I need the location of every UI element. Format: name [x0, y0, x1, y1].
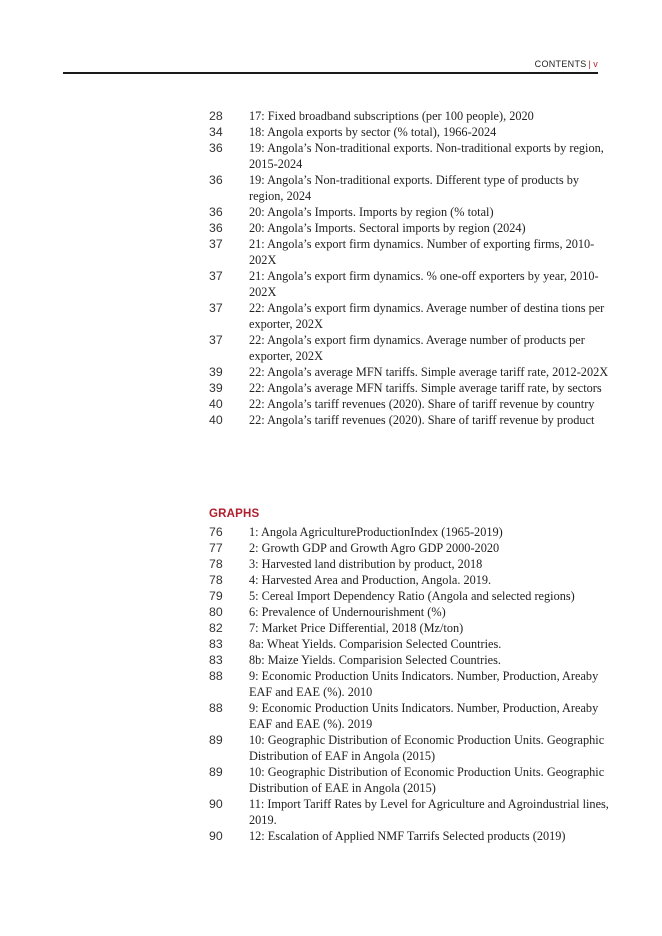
- toc-page-number: 39: [209, 381, 223, 395]
- toc-entry-title: 12: Escalation of Applied NMF Tarrifs Selected products (2019): [249, 829, 566, 843]
- toc-entry[interactable]: [209, 588, 609, 604]
- toc-entry-title: 5: Cereal Import Dependency Ratio (Angola and selected regions): [249, 589, 575, 603]
- toc-page-number: 37: [209, 269, 223, 283]
- toc-page-number: 40: [209, 413, 223, 427]
- toc-entry-title: 10: Geographic Distribution of Economic Production Units. Geographic Distribution of EAE in Angola (2015): [249, 765, 605, 795]
- toc-entry[interactable]: [209, 796, 609, 828]
- toc-entry-title: 8b: Maize Yields. Comparision Selected Countries.: [249, 653, 501, 667]
- toc-page-number: 37: [209, 301, 223, 315]
- toc-entry-title: 17: Fixed broadband subscriptions (per 100 people), 2020: [249, 109, 534, 123]
- toc-entry[interactable]: [209, 364, 609, 380]
- toc-entry[interactable]: [209, 652, 609, 668]
- toc-page-number: 88: [209, 669, 223, 683]
- toc-entry[interactable]: [209, 300, 609, 332]
- toc-entry[interactable]: [209, 124, 609, 140]
- header-label: [535, 59, 598, 69]
- toc-page-number: 77: [209, 541, 223, 555]
- toc-page-number: 83: [209, 637, 223, 651]
- toc-entry-title: 22: Angola’s average MFN tariffs. Simple average tariff rate, by sectors: [249, 381, 602, 395]
- toc-entry-title: 20: Angola’s Imports. Sectoral imports by region (2024): [249, 221, 526, 235]
- toc-entry[interactable]: [209, 620, 609, 636]
- toc-entry[interactable]: [209, 236, 609, 268]
- toc-entry[interactable]: [209, 540, 609, 556]
- toc-entry-title: 1: Angola AgricultureProductionIndex (1965-2019): [249, 525, 503, 539]
- toc-entry-title: 18: Angola exports by sector (% total), 1966-2024: [249, 125, 497, 139]
- toc-page-number: 76: [209, 525, 223, 539]
- running-header: [63, 59, 598, 74]
- toc-entry-title: 21: Angola’s export firm dynamics. % one-off exporters by year, 2010-202X: [249, 269, 599, 299]
- toc-entry-title: 11: Import Tariff Rates by Level for Agriculture and Agroindustrial lines, 2019.: [249, 797, 609, 827]
- toc-entry-title: 22: Angola’s tariff revenues (2020). Share of tariff revenue by product: [249, 413, 595, 427]
- toc-entry[interactable]: [209, 204, 609, 220]
- toc-entry[interactable]: [209, 700, 609, 732]
- header-section-title: CONTENTS: [534, 59, 587, 69]
- toc-entry-title: 22: Angola’s tariff revenues (2020). Share of tariff revenue by country: [249, 397, 595, 411]
- toc-entry[interactable]: [209, 412, 609, 428]
- toc-page-number: 78: [209, 557, 223, 571]
- toc-entry-title: 2: Growth GDP and Growth Agro GDP 2000-2020: [249, 541, 500, 555]
- toc-entry-title: 20: Angola’s Imports. Imports by region (% total): [249, 205, 494, 219]
- header-page-number: v: [593, 59, 598, 69]
- toc-entry[interactable]: [209, 732, 609, 764]
- toc-entry[interactable]: [209, 572, 609, 588]
- toc-entry[interactable]: [209, 220, 609, 236]
- toc-page-number: 34: [209, 125, 223, 139]
- toc-entry-title: 8a: Wheat Yields. Comparision Selected Countries.: [249, 637, 502, 651]
- toc-page-number: 78: [209, 573, 223, 587]
- toc-page-number: 36: [209, 141, 223, 155]
- toc-entry[interactable]: [209, 140, 609, 172]
- toc-entry-title: 21: Angola’s export firm dynamics. Number of exporting firms, 2010-202X: [249, 237, 595, 267]
- toc-page-number: 39: [209, 365, 223, 379]
- toc-page-number: 89: [209, 733, 223, 747]
- toc-entry[interactable]: [209, 524, 609, 540]
- graphs-section-heading: GRAPHS: [209, 508, 260, 520]
- toc-entry-title: 19: Angola’s Non-traditional exports. Different type of products by region, 2024: [249, 173, 580, 203]
- toc-entry-title: 6: Prevalence of Undernourishment (%): [249, 605, 446, 619]
- toc-entry-title: 22: Angola’s average MFN tariffs. Simple average tariff rate, 2012-202X: [249, 365, 609, 379]
- toc-entry-title: 22: Angola’s export firm dynamics. Average number of products per exporter, 202X: [249, 333, 585, 363]
- toc-page-number: 83: [209, 653, 223, 667]
- toc-entry[interactable]: [209, 332, 609, 364]
- toc-entry[interactable]: [209, 396, 609, 412]
- toc-page-number: 37: [209, 333, 223, 347]
- toc-entry[interactable]: [209, 828, 609, 844]
- toc-entry-title: 19: Angola’s Non-traditional exports. Non-traditional exports by region, 2015-2024: [249, 141, 604, 171]
- toc-page-number: 40: [209, 397, 223, 411]
- toc-entry-title: 3: Harvested land distribution by product, 2018: [249, 557, 483, 571]
- toc-page-number: 82: [209, 621, 223, 635]
- toc-page-number: 88: [209, 701, 223, 715]
- toc-page-number: 36: [209, 221, 223, 235]
- tables-list: [209, 108, 609, 428]
- toc-page-number: 37: [209, 237, 223, 251]
- toc-page-number: 90: [209, 797, 223, 811]
- graphs-list: [209, 524, 609, 844]
- toc-entry-title: 22: Angola’s export firm dynamics. Average number of destina tions per exporter, 202X: [249, 301, 605, 331]
- toc-entry-title: 7: Market Price Differential, 2018 (Mz/ton): [249, 621, 464, 635]
- toc-entry-title: 4: Harvested Area and Production, Angola. 2019.: [249, 573, 492, 587]
- toc-page-number: 89: [209, 765, 223, 779]
- toc-entry-title: 10: Geographic Distribution of Economic Production Units. Geographic Distribution of EAF in Angola (2015): [249, 733, 605, 763]
- toc-page-number: 36: [209, 173, 223, 187]
- header-separator: |: [588, 59, 592, 69]
- toc-entry[interactable]: [209, 604, 609, 620]
- toc-entry[interactable]: [209, 380, 609, 396]
- toc-page-number: 80: [209, 605, 223, 619]
- toc-entry[interactable]: [209, 764, 609, 796]
- toc-page-number: 28: [209, 109, 223, 123]
- toc-entry[interactable]: [209, 268, 609, 300]
- toc-entry[interactable]: [209, 636, 609, 652]
- toc-page-number: 90: [209, 829, 223, 843]
- toc-page-number: 36: [209, 205, 223, 219]
- toc-entry[interactable]: [209, 108, 609, 124]
- toc-page-number: 79: [209, 589, 223, 603]
- toc-entry-title: 9: Economic Production Units Indicators. Number, Production, Areaby EAF and EAE (%). 2010: [249, 669, 599, 699]
- toc-entry-title: 9: Economic Production Units Indicators. Number, Production, Areaby EAF and EAE (%). 2019: [249, 701, 599, 731]
- toc-entry[interactable]: [209, 172, 609, 204]
- toc-entry[interactable]: [209, 556, 609, 572]
- toc-entry[interactable]: [209, 668, 609, 700]
